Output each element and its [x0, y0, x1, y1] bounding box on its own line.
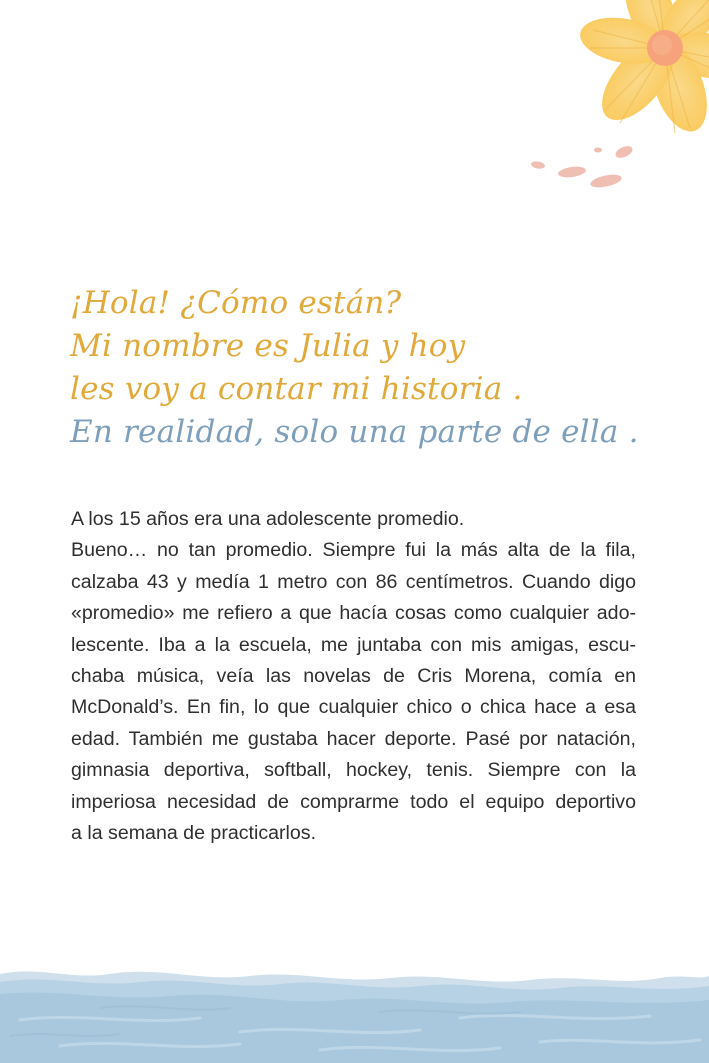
greeting-line-4: En realidad, solo una parte de ella . [70, 414, 639, 450]
body-line: lescente. Iba a la escuela, me juntaba con mis amigas, escu- [71, 633, 636, 656]
greeting-line-1: ¡Hola! ¿Cómo están? [70, 285, 402, 321]
body-line: calzaba 43 y medía 1 metro con 86 centímetros. Cuando digo [71, 570, 636, 593]
greeting-heading [70, 282, 670, 454]
body-line: McDonald’s. En fin, lo que cualquier chico o chica hace a esa [71, 696, 636, 719]
body-line: a la semana de practicarlos. [71, 822, 317, 845]
body-line: «promedio» me refiero a que hacía cosas como cualquier ado- [71, 602, 636, 625]
body-line: chaba música, veía las novelas de Cris Morena, comía en [71, 665, 636, 688]
greeting-line-2: Mi nombre es Julia y hoy [70, 328, 466, 364]
flower-icon [520, 0, 709, 200]
body-line: imperiosa necesidad de comprarme todo el equipo deportivo [71, 790, 636, 813]
body-line: edad. También me gustaba hacer deporte. Pasé por natación, [71, 727, 636, 750]
body-line: Bueno… no tan promedio. Siempre fui la más alta de la fila, [71, 539, 636, 562]
body-line: A los 15 años era una adolescente promedio. [71, 508, 465, 530]
greeting-line-3: les voy a contar mi historia . [70, 371, 523, 407]
body-line: gimnasia deportiva, softball, hockey, tenis. Siempre con la [71, 759, 636, 782]
body-paragraph [71, 504, 636, 849]
watercolor-waves [0, 960, 709, 1063]
